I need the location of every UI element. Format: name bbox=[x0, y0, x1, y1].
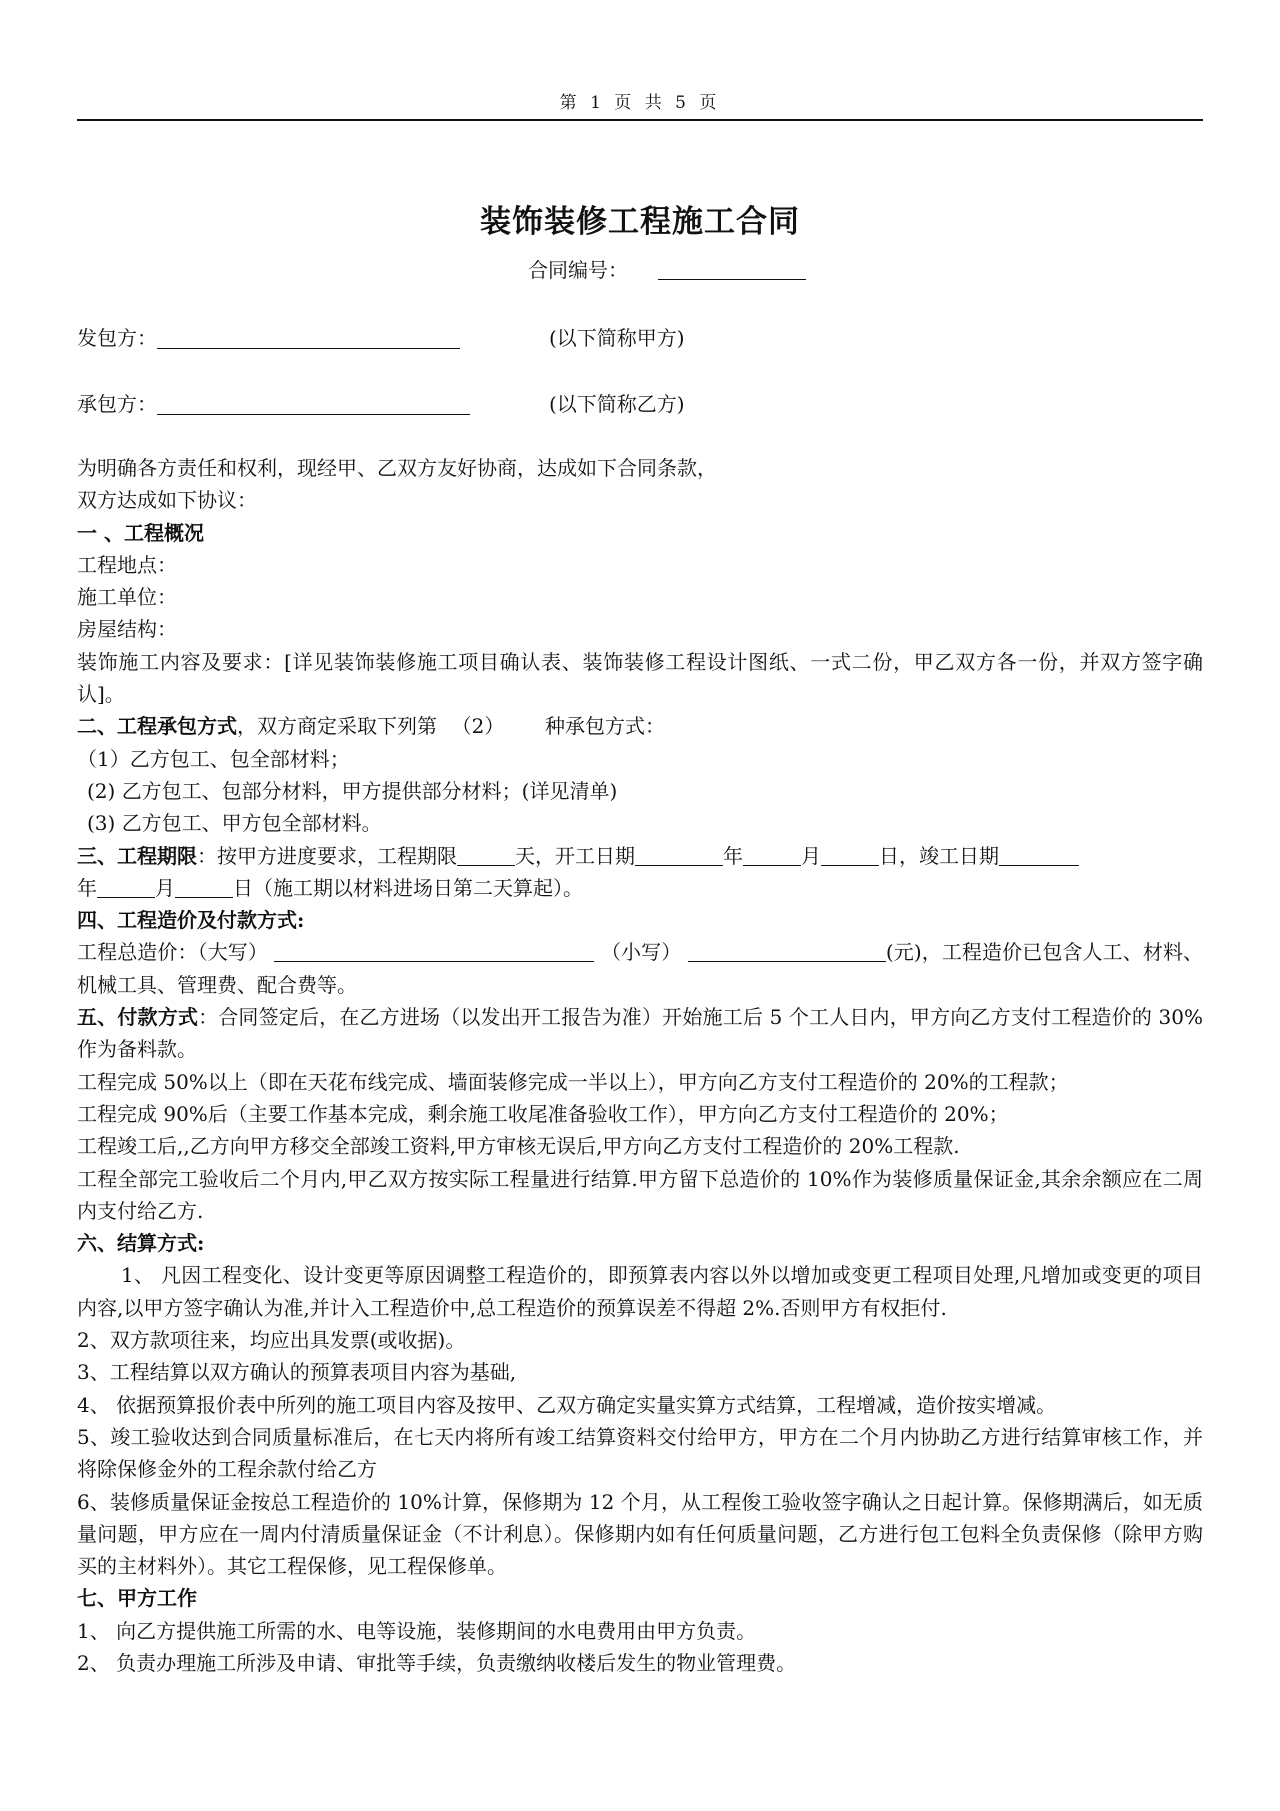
section-4-t2: （小写） bbox=[600, 940, 682, 965]
section-3-t1: ：按甲方进度要求，工程期限 bbox=[197, 843, 457, 868]
section-5-para-1 bbox=[77, 1001, 1203, 1066]
party-b-note: (以下简称乙方) bbox=[549, 392, 685, 416]
section-6-para-2: 2、双方款项往来，均应出具发票(或收据)。 bbox=[77, 1328, 466, 1353]
section-2-choice: （2） bbox=[451, 714, 505, 739]
section-4-heading: 四、工程造价及付款方式: bbox=[77, 908, 305, 933]
price-words-blank bbox=[274, 941, 594, 962]
section-4-t1: 工程总造价：（大写） bbox=[77, 940, 269, 965]
section-4-t3: (元)，工程造价已包含人工、材料、机械工具、管理费、配合费等。 bbox=[77, 940, 1204, 997]
section-2-heading: 二、工程承包方式 bbox=[77, 714, 237, 739]
section-3-t8: 日（施工期以材料进场日第二天算起）。 bbox=[233, 875, 583, 900]
section-6-para-3: 3、工程结算以双方确认的预算表项目内容为基础, bbox=[77, 1360, 517, 1385]
document-title: 装饰装修工程施工合同 bbox=[480, 204, 800, 240]
section-6-para-4: 4、 依据预算报价表中所列的施工项目内容及按甲、乙双方确定实量实算方式结算，工程增减，造价按实增减。 bbox=[77, 1392, 1057, 1417]
start-year-blank bbox=[635, 845, 723, 866]
section-2-text-a: ，双方商定采取下列第 bbox=[237, 714, 437, 739]
party-a-label: 发包方： bbox=[77, 326, 157, 350]
party-a-blank bbox=[157, 326, 460, 349]
party-b-label: 承包方： bbox=[77, 392, 157, 416]
section-3-t4: 月 bbox=[801, 843, 821, 868]
section-6-p1: 1、 凡因工程变化、设计变更等原因调整工程造价的，即预算表内容以外以增加或变更工程项目处理,凡增加或变更的项目内容,以甲方签字确认为准,并计入工程造价中,总工程造价的预算误差不得超 2%.否则甲方有权拒付. bbox=[77, 1263, 1203, 1320]
section-3-t7: 月 bbox=[155, 875, 175, 900]
party-a-line bbox=[77, 322, 685, 351]
section-5-heading: 五、付款方式 bbox=[77, 1005, 199, 1030]
section-2-option-3: (3) 乙方包工、甲方包全部材料。 bbox=[87, 811, 382, 836]
section-5-para-5: 工程全部完工验收后二个月内,甲乙双方按实际工程量进行结算.甲方留下总造价的 10%作为装修质量保证金,其余余额应在二周内支付给乙方. bbox=[77, 1166, 1203, 1223]
section-4-price bbox=[77, 936, 1203, 1001]
contract-number bbox=[528, 254, 806, 283]
intro-line-1: 为明确各方责任和权利，现经甲、乙双方友好协商，达成如下合同条款， bbox=[77, 456, 717, 480]
section-5-p1: ：合同签定后，在乙方进场（以发出开工报告为准）开始施工后 5 个工人日内，甲方向乙方支付工程造价的 30%作为备料款。 bbox=[77, 1005, 1204, 1062]
section-5-para-3: 工程完成 90%后（主要工作基本完成，剩余施工收尾准备验收工作），甲方向乙方支付工程造价的 20%； bbox=[77, 1101, 1009, 1126]
section-1-structure: 房屋结构： bbox=[77, 617, 177, 642]
section-6-heading: 六、结算方式: bbox=[77, 1231, 205, 1256]
section-7-heading: 七、甲方工作 bbox=[77, 1586, 197, 1611]
intro-line-2: 双方达成如下协议： bbox=[77, 488, 257, 513]
contract-number-blank bbox=[658, 259, 806, 280]
contract-body bbox=[77, 452, 1203, 1679]
section-5-para-4: 工程竣工后,,乙方向甲方移交全部竣工资料,甲方审核无误后,甲方向乙方支付工程造价的 20%工程款. bbox=[77, 1134, 960, 1159]
end-year-blank bbox=[999, 845, 1079, 866]
section-3-line-1 bbox=[77, 840, 1203, 872]
section-7-para-1: 1、 向乙方提供施工所需的水、电等设施，装修期间的水电费用由甲方负责。 bbox=[77, 1618, 757, 1643]
party-a-note: (以下简称甲方) bbox=[549, 326, 685, 350]
section-6-para-5: 5、竣工验收达到合同质量标准后，在七天内将所有竣工结算资料交付给甲方，甲方在二个月内协助乙方进行结算审核工作，并将除保修金外的工程余款付给乙方 bbox=[77, 1424, 1203, 1482]
section-6-para-1 bbox=[77, 1259, 1203, 1324]
section-1-location: 工程地点： bbox=[77, 552, 177, 577]
section-1-unit: 施工单位： bbox=[77, 585, 177, 610]
section-3-t3: 年 bbox=[723, 843, 743, 868]
section-7-para-2: 2、 负责办理施工所涉及申请、审批等手续，负责缴纳收楼后发生的物业管理费。 bbox=[77, 1650, 797, 1675]
duration-blank bbox=[457, 845, 515, 866]
section-2-text-b: 种承包方式： bbox=[545, 714, 665, 739]
start-month-blank bbox=[743, 845, 801, 866]
start-day-blank bbox=[821, 845, 879, 866]
end-day-blank bbox=[175, 877, 233, 898]
section-1-heading: 一 、工程概况 bbox=[77, 520, 204, 545]
section-2-line bbox=[77, 710, 1203, 742]
section-5-para-2: 工程完成 50%以上（即在天花布线完成、墙面装修完成一半以上），甲方向乙方支付工程造价的 20%的工程款； bbox=[77, 1069, 1069, 1094]
section-3-line-2 bbox=[77, 872, 1203, 904]
contract-number-label: 合同编号： bbox=[528, 258, 628, 282]
header-rule bbox=[77, 119, 1203, 121]
section-3-heading: 三、工程期限 bbox=[77, 843, 197, 868]
section-1-content: 装饰施工内容及要求：[详见装饰装修施工项目确认表、装饰装修工程设计图纸、一式二份，甲乙双方各一份，并双方签字确认]。 bbox=[77, 649, 1203, 707]
section-2-option-1: （1）乙方包工、包全部材料； bbox=[77, 746, 350, 771]
section-6-para-6: 6、装修质量保证金按总工程造价的 10%计算，保修期为 12 个月，从工程俊工验收签字确认之日起计算。保修期满后，如无质量问题，甲方应在一周内付清质量保证金（不计利息）。保修期内如有任何质量问题，乙方进行包工包料全负责保修（除甲方购买的主材料外）。其它工程保修，见工程保修单。 bbox=[77, 1489, 1203, 1579]
section-2-option-2: (2) 乙方包工、包部分材料，甲方提供部分材料；(详见清单) bbox=[87, 778, 618, 803]
party-b-line bbox=[77, 388, 685, 417]
section-3-t2: 天，开工日期 bbox=[515, 843, 635, 868]
end-month-blank bbox=[97, 877, 155, 898]
page-header: 第 1 页 共 5 页 bbox=[559, 93, 721, 113]
section-3-t6: 年 bbox=[77, 875, 97, 900]
section-3-t5: 日，竣工日期 bbox=[879, 843, 999, 868]
price-figures-blank bbox=[688, 941, 886, 962]
party-b-blank bbox=[157, 392, 470, 415]
